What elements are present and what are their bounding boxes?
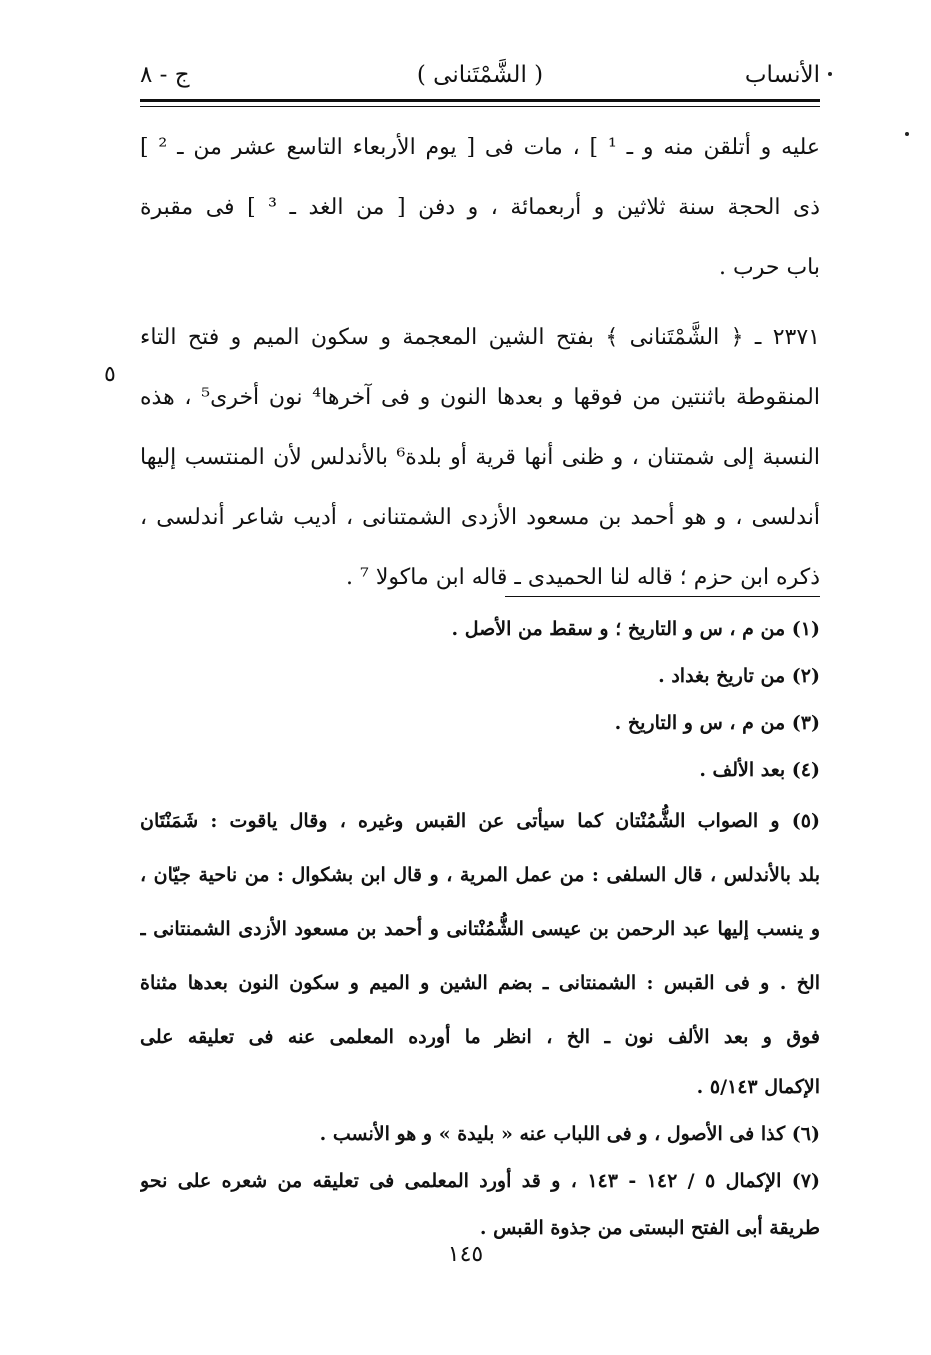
margin-line-number: ٥ — [104, 362, 116, 387]
footnote-line: (١) من م ، س و التاريخ ؛ و سقط من الأصل . — [451, 618, 820, 640]
main-text — [140, 118, 820, 608]
text-line: أندلسى ، و هو أحمد بن مسعود الأزدى الشمتنانى ، أديب شاعر أندلسى ، — [140, 505, 820, 530]
footnote-line: طريقة أبى الفتح البستى من جذوة القبس . — [479, 1217, 820, 1239]
footnote-line: الإكمال ٥/١٤٣ . — [696, 1076, 820, 1098]
header-volume: ج - ٨ — [140, 62, 190, 88]
scan-speck — [905, 132, 909, 136]
footnote-line: (٣) من م ، س و التاريخ . — [614, 712, 820, 734]
footnote-line: (٤) بعد الألف . — [699, 759, 820, 781]
footnote-line: (٧) الإكمال ٥ / ١٤٢ - ١٤٣ ، و قد أورد المعلمى فى تعليقه من شعره على نحو — [140, 1170, 820, 1192]
footnote-line: (٥) و الصواب الشُّمُنْتان كما سيأتى عن القبس وغيره ، وقال ياقوت : شَمَنْتَان — [140, 810, 820, 832]
text-line: عليه و أتلقن منه و ـ ¹ ] ، مات فى [ يوم الأربعاء التاسع عشر من ـ ² ] — [140, 135, 820, 160]
running-header — [140, 60, 820, 94]
header-entry-title: ( الشَّمْتَنانى ) — [416, 62, 544, 88]
footnote-line: (٦) كذا فى الأصول ، و فى اللباب عنه « بليدة » و هو الأنسب . — [319, 1123, 820, 1145]
text-line: ذى الحجة سنة ثلاثين و أربعمائة ، و دفن [ من الغد ـ ³ ] فى مقبرة — [140, 195, 820, 220]
footnotes — [140, 606, 820, 1252]
header-rule-thick — [140, 99, 820, 102]
text-line: النسبة إلى شمتنان ، و ظنى أنها قرية أو بلدة⁶ بالأندلس لأن المنتسب إليها — [140, 445, 820, 470]
footnote-line: (٢) من تاريخ بغداد . — [658, 665, 820, 687]
text-line: باب حرب . — [719, 255, 820, 280]
footnote-line: بلد بالأندلس ، قال السلفى : من عمل المرية ، و قال ابن بشكوال : من ناحية جيّان ، — [140, 864, 820, 886]
footnote-line: الخ . و فى القبس : الشمنتانى ـ بضم الشين و الميم و سكون النون بعدها مثناة — [140, 972, 820, 994]
footnote-divider — [505, 596, 820, 597]
footnote-line: و ينسب إليها عبد الرحمن بن عيسى الشُّمُنْتانى و أحمد بن مسعود الأزدى الشمنتانى ـ — [140, 918, 820, 940]
page-number: ١٤٥ — [447, 1242, 484, 1267]
text-line: المنقوطة باثنتين من فوقها و بعدها النون و فى آخرها⁴ نون أخرى⁵ ، هذه — [140, 385, 820, 410]
header-rule-thin — [140, 106, 820, 107]
entry-heading-line: ٢٣٧١ ـ ﴿ الشَّمْتَنانى ﴾ بفتح الشين المعجمة و سكون الميم و فتح التاء — [140, 325, 820, 350]
footnote-line: فوق و بعد الألف نون ـ الخ ، انظر ما أورده المعلمى عنه فى تعليقه على — [140, 1026, 820, 1048]
scan-speck — [828, 72, 832, 76]
header-book-title: الأنساب — [744, 62, 820, 88]
text-line: ذكره ابن حزم ؛ قاله لنا الحميدى ـ قاله ابن ماكولا ⁷ . — [346, 565, 820, 590]
